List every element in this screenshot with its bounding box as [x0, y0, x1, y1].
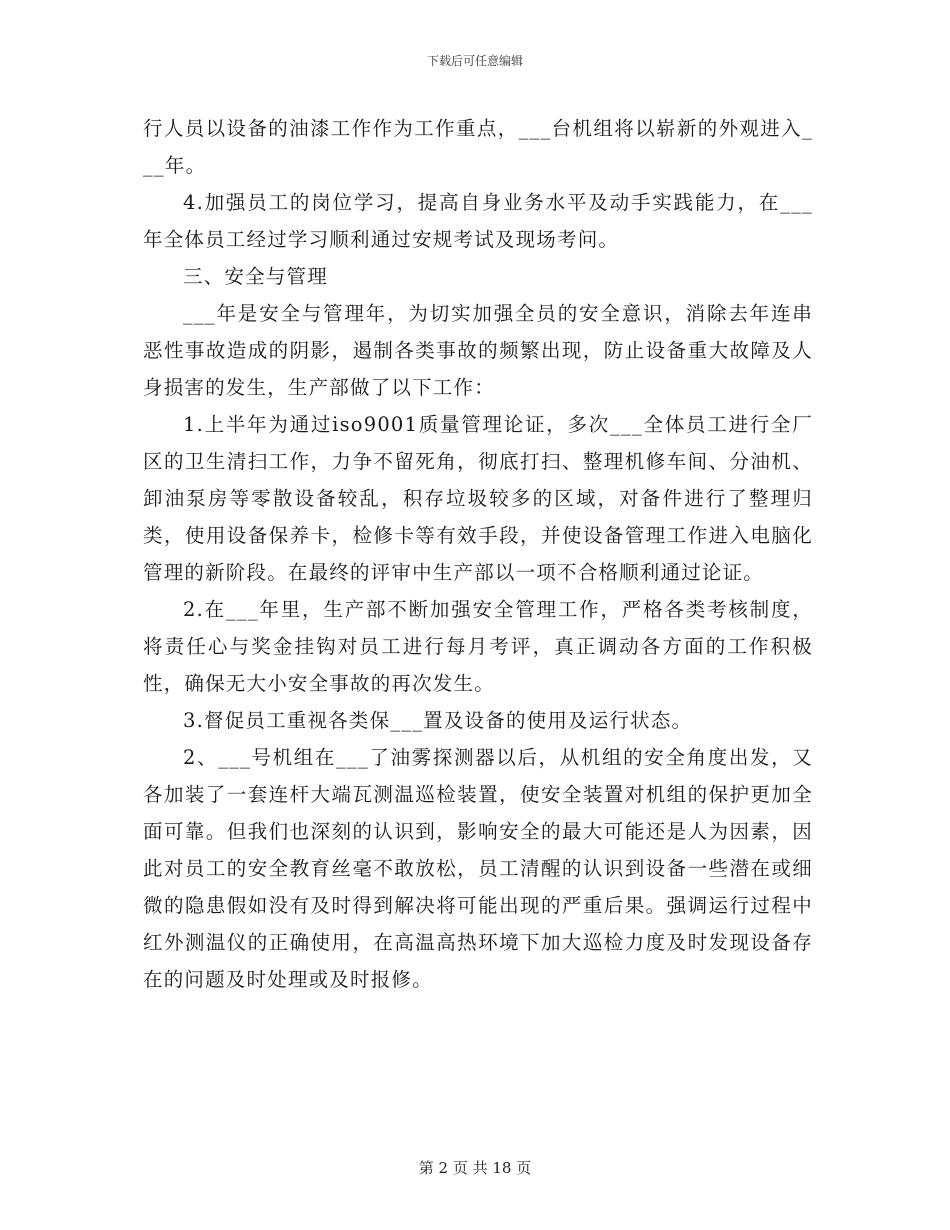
paragraph-5: 1.上半年为通过iso9001质量管理论证，多次___全体员工进行全厂区的卫生清扫工作，力争不留死角，彻底打扫、整理机修车间、分油机、卸油泵房等零散设备较乱，积存垃圾较多的区域，对备件进行了整理归类，使用设备保养卡，检修卡等有效手段，并使设备管理工作进入电脑化管理的新阶段。在最终的评审中生产部以一项不合格顺利通过论证。 [143, 413, 813, 584]
page-footer: 第 2 页 共 18 页 [418, 1159, 532, 1177]
paragraph-8: 2、___号机组在___了油雾探测器以后，从机组的安全角度出发，又各加装了一套连杆大端瓦测温巡检装置，使安全装置对机组的保护更加全面可靠。但我们也深刻的认识到，影响安全的最大可能还是人为因素，因此对员工的安全教育丝毫不敢放松，员工清醒的认识到设备一些潜在或细微的隐患假如没有及时得到解决将可能出现的严重后果。强调运行过程中红外测温仪的正确使用，在高温高热环境下加大巡检力度及时发现设备存在的问题及时处理或及时报修。 [143, 746, 813, 991]
paragraph-6: 2.在___年里，生产部不断加强安全管理工作，严格各类考核制度，将责任心与奖金挂钩对员工进行每月考评，真正调动各方面的工作积极性，确保无大小安全事故的再次发生。 [143, 598, 813, 695]
paragraph-2: 4.加强员工的岗位学习，提高自身业务水平及动手实践能力，在___年全体员工经过学习顺利通过安规考试及现场考问。 [143, 191, 813, 251]
page-header: 下载后可任意编辑 [426, 54, 523, 68]
paragraph-4: ___年是安全与管理年，为切实加强全员的安全意识，消除去年连串恶性事故造成的阴影，遏制各类事故的频繁出现，防止设备重大故障及人身损害的发生，生产部做了以下工作： [143, 302, 813, 399]
paragraph-7: 3.督促员工重视各类保___置及设备的使用及运行状态。 [183, 709, 693, 732]
document-body [143, 110, 813, 998]
paragraph-1: 行人员以设备的油漆工作作为工作重点，___台机组将以崭新的外观进入___年。 [143, 117, 813, 177]
section-heading-safety: 三、安全与管理 [183, 265, 328, 288]
